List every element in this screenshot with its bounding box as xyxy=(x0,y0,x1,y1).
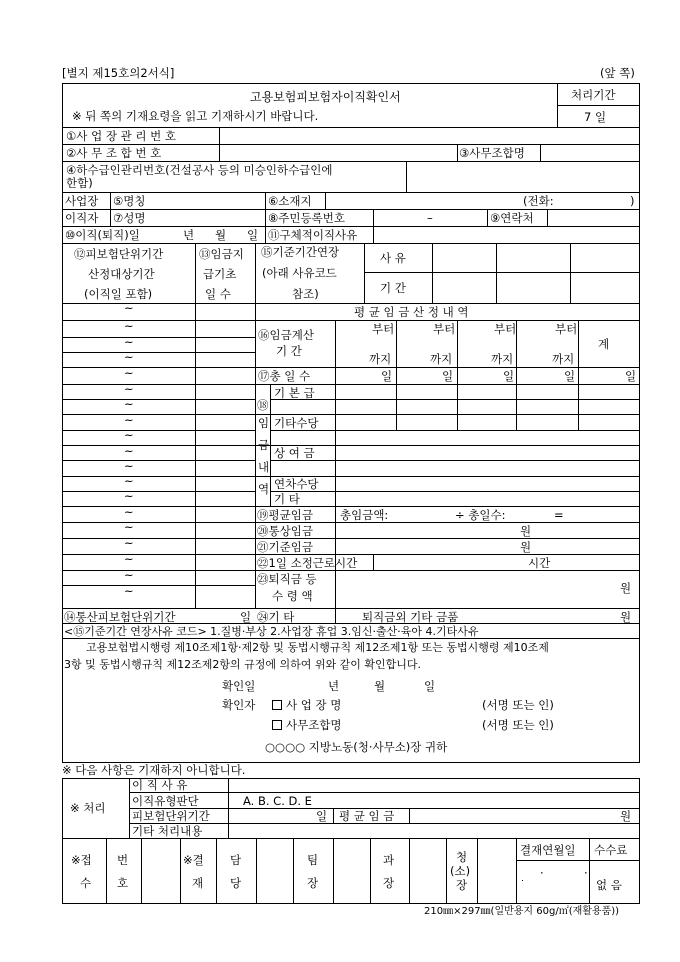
total-days-label: ⑰총 일 수 xyxy=(258,369,311,383)
wage-section-title: 평 균 임 금 산 정 내 역 xyxy=(354,305,469,319)
day-unit: 일 xyxy=(625,369,637,383)
hours-unit: 시간 xyxy=(528,556,551,570)
confirm-line-1: 고용보험법시행령 제10조제1항·제2항 및 동법시행규칙 제12조제1항 또는 동법시행령 제10조제 xyxy=(86,641,549,654)
period-header-15-2: (아래 사유코드 xyxy=(262,266,337,280)
confirm-line-2: 3항 및 동법시행규칙 제12조제2항의 규정에 의하여 위와 같이 확인합니다. xyxy=(64,658,421,671)
tilde: ~ xyxy=(124,335,134,349)
extension-reason-label: 사 유 xyxy=(380,251,406,265)
business-owner-text: 사 업 장 명 xyxy=(286,698,342,712)
calc-period-label-1: ⑯임금계산 xyxy=(258,328,314,342)
approval-date-label: 결재연월일 xyxy=(520,843,576,857)
to-label: 까지 xyxy=(430,352,453,366)
bonus-label: 상 여 금 xyxy=(274,446,315,460)
period-header-15-1: ⑮기준기간연장 xyxy=(261,245,340,259)
total-label: 계 xyxy=(598,337,610,351)
wage-vertical-3: 내 xyxy=(258,460,270,474)
separated-label: 이직자 xyxy=(65,211,99,225)
tilde: ~ xyxy=(124,319,134,333)
office-row-period: 피보험단위기간 xyxy=(132,809,210,823)
tilde: ~ xyxy=(124,444,134,458)
etc-label: 기 타 xyxy=(274,492,300,506)
day-unit: 일 xyxy=(442,369,454,383)
from-label: 부터 xyxy=(372,322,395,336)
business-mgmt-no-label: ①사 업 장 관 리 번 호 xyxy=(66,129,177,143)
tilde: ~ xyxy=(124,397,134,411)
tilde: ~ xyxy=(124,301,134,315)
chief-label-3: 장 xyxy=(456,878,468,892)
confirmer-label: 확인자 xyxy=(222,698,256,712)
workplace-label: 사업장 xyxy=(65,194,99,208)
wage-vertical-4: 역 xyxy=(258,482,270,496)
office-use-notice: ※ 다음 사항은 기재하지 아니합니다. xyxy=(62,763,246,777)
period-header-12-1: ⑫피보험단위기간 xyxy=(74,247,164,261)
avg-formula-total: 총임금액: xyxy=(340,508,389,522)
tilde: ~ xyxy=(124,505,134,519)
section-label-2: 장 xyxy=(383,876,395,890)
confirm-year: 년 xyxy=(328,679,340,693)
business-owner-option[interactable] xyxy=(272,698,341,712)
wage-vertical-1: 임 xyxy=(258,416,270,430)
other-allowance-label: 기타수당 xyxy=(274,416,319,430)
number-label-2: 호 xyxy=(117,876,129,890)
team-label-2: 장 xyxy=(307,876,319,890)
team-label-1: 팀 xyxy=(307,853,319,867)
office-row-etc: 기타 처리내용 xyxy=(132,824,203,838)
to-label: 까지 xyxy=(369,352,392,366)
rrn-dash: – xyxy=(427,211,433,225)
charge-label-1: 담 xyxy=(230,853,242,867)
addressee: ○○○○ 지방노동(청·사무소)장 귀하 xyxy=(265,740,448,754)
approval-date-dot: · xyxy=(584,866,588,880)
avg-formula-days: ÷ 총일수: xyxy=(455,508,506,522)
annual-allowance-label: 연차수당 xyxy=(274,477,319,491)
phone-label: (전화: xyxy=(523,194,554,208)
separated-name-label: ⑦성명 xyxy=(113,211,146,225)
retirement-label-2: 수 령 액 xyxy=(272,589,313,603)
avg-wage-label: ⑲평균임금 xyxy=(257,508,313,522)
confirm-date-label: 확인일 xyxy=(222,679,256,693)
paper-spec: 210㎜×297㎜(일반용지 60g/㎡(재활용품)) xyxy=(424,906,620,917)
etc-24-desc: 퇴직금외 기타 금품 xyxy=(362,610,459,624)
leave-date-label: ⑩이직(퇴직)일 xyxy=(65,228,140,242)
location-label: ⑥소재지 xyxy=(268,194,312,208)
period-header-13-1: ⑬임금지 xyxy=(199,247,244,261)
from-label: 부터 xyxy=(494,322,517,336)
tilde: ~ xyxy=(124,459,134,473)
processing-period-label: 처리기간 xyxy=(571,88,616,102)
number-label-1: 번 xyxy=(117,853,129,867)
wage-18-marker: ⑱ xyxy=(257,398,269,412)
form-number: [별지 제15호의2서식] xyxy=(62,66,175,80)
office-no-label: ②사 무 조 합 번 호 xyxy=(66,146,162,160)
office-avg-wage: 평 균 임 금 xyxy=(339,809,395,823)
workplace-name-label: ⑤명칭 xyxy=(113,194,146,208)
day-unit: 일 xyxy=(503,369,515,383)
won-unit: 원 xyxy=(520,540,532,554)
dot-mark xyxy=(522,880,523,881)
extension-codes: <⑮기준기간 연장사유 코드> 1.질병·부상 2.사업장 휴업 3.임신·출산·육아 4.기타사유 xyxy=(64,625,479,638)
period-header-15-3: 참조) xyxy=(292,287,319,301)
tilde: ~ xyxy=(124,366,134,380)
rrn-label: ⑧주민등록번호 xyxy=(268,211,345,225)
form-title: 고용보험피보험자이직확인서 xyxy=(250,90,401,104)
extension-period-label: 기 간 xyxy=(380,281,406,295)
tilde: ~ xyxy=(124,552,134,566)
subcontractor-no-label: ④하수급인관리번호(건설공사 등의 미승인하수급인에 xyxy=(66,163,333,177)
type-options: A. B. C. D. E xyxy=(243,794,312,808)
tilde: ~ xyxy=(124,428,134,442)
base-pay-label: 기 본 급 xyxy=(274,386,315,400)
confirm-day: 일 xyxy=(424,679,436,693)
to-label: 까지 xyxy=(552,352,575,366)
instruction-note: ※ 뒤 쪽의 기재요령을 읽고 기재하시기 바랍니다. xyxy=(72,109,319,123)
leave-year: 년 xyxy=(183,228,195,242)
processing-period-value: 7 일 xyxy=(584,110,607,124)
leave-month: 월 xyxy=(215,228,227,242)
chief-label-2: (소) xyxy=(450,864,471,878)
decide-label-1: ※결 xyxy=(183,853,204,867)
tilde: ~ xyxy=(124,536,134,550)
etc-24-label: ㉔기 타 xyxy=(257,610,295,624)
day-unit: 일 xyxy=(564,369,576,383)
confirm-month: 월 xyxy=(374,679,386,693)
chief-label-1: 청 xyxy=(456,850,468,864)
wage-vertical-2: 금 xyxy=(258,438,270,452)
tilde: ~ xyxy=(124,413,134,427)
day-unit: 일 xyxy=(240,610,252,624)
period-header-13-3: 일 수 xyxy=(205,287,231,301)
tilde: ~ xyxy=(124,489,134,503)
period-header-12-2: 산정대상기간 xyxy=(88,267,155,281)
fee-label: 수수료 xyxy=(594,843,628,857)
from-label: 부터 xyxy=(433,322,456,336)
subcontractor-no-label-2: 한함) xyxy=(66,176,93,190)
checkbox-icon[interactable] xyxy=(272,700,282,710)
tilde: ~ xyxy=(124,568,134,582)
won-unit: 원 xyxy=(520,524,532,538)
tilde: ~ xyxy=(124,584,134,598)
from-label: 부터 xyxy=(555,322,578,336)
won-unit: 원 xyxy=(620,610,632,624)
tilde: ~ xyxy=(124,382,134,396)
avg-formula-equals: = xyxy=(554,508,564,522)
work-hours-label: ㉒1일 소정근로시간 xyxy=(257,556,358,570)
period-header-12-3: (이직일 포함) xyxy=(84,287,153,301)
day-unit: 일 xyxy=(381,369,393,383)
reason-label: ⑪구체적이직사유 xyxy=(268,228,358,242)
to-label: 까지 xyxy=(491,352,514,366)
fee-value: 없 음 xyxy=(596,878,622,892)
receipt-label-1: ※접 xyxy=(71,853,92,867)
sign-label: (서명 또는 인) xyxy=(482,698,554,712)
contact-label: ⑨연락처 xyxy=(490,211,534,225)
tilde: ~ xyxy=(124,474,134,488)
charge-label-2: 당 xyxy=(230,876,242,890)
leave-day: 일 xyxy=(247,228,259,242)
retirement-label-1: ㉓퇴직금 등 xyxy=(257,572,317,586)
office-day-unit: 일 xyxy=(316,809,328,823)
office-row-reason: 이 직 사 유 xyxy=(132,778,188,792)
approval-date-dot: · xyxy=(540,866,544,880)
union-option[interactable] xyxy=(272,718,342,732)
decide-label-2: 재 xyxy=(192,876,204,890)
total-insured-period-label: ⑭통산피보험단위기간 xyxy=(64,610,176,624)
tilde: ~ xyxy=(124,350,134,364)
sign-label: (서명 또는 인) xyxy=(482,718,554,732)
checkbox-icon[interactable] xyxy=(272,720,282,730)
office-union-label: ③사무조합명 xyxy=(459,146,525,160)
calc-period-label-2: 기 간 xyxy=(276,344,302,358)
won-unit: 원 xyxy=(620,809,632,823)
normal-wage-label: ⑳통상임금 xyxy=(257,524,313,538)
section-label-1: 과 xyxy=(383,853,395,867)
won-unit: 원 xyxy=(620,581,632,595)
period-header-13-2: 급기초 xyxy=(203,267,237,281)
phone-close: ) xyxy=(630,194,635,208)
office-row-type: 이직유형판단 xyxy=(132,794,199,808)
receipt-label-2: 수 xyxy=(80,876,92,890)
tilde: ~ xyxy=(124,520,134,534)
process-label: ※ 처리 xyxy=(70,801,106,815)
daily-wage-label: ㉑기준임금 xyxy=(257,540,313,554)
page-side: (앞 쪽) xyxy=(600,66,635,80)
union-text: 사무조합명 xyxy=(286,718,342,732)
